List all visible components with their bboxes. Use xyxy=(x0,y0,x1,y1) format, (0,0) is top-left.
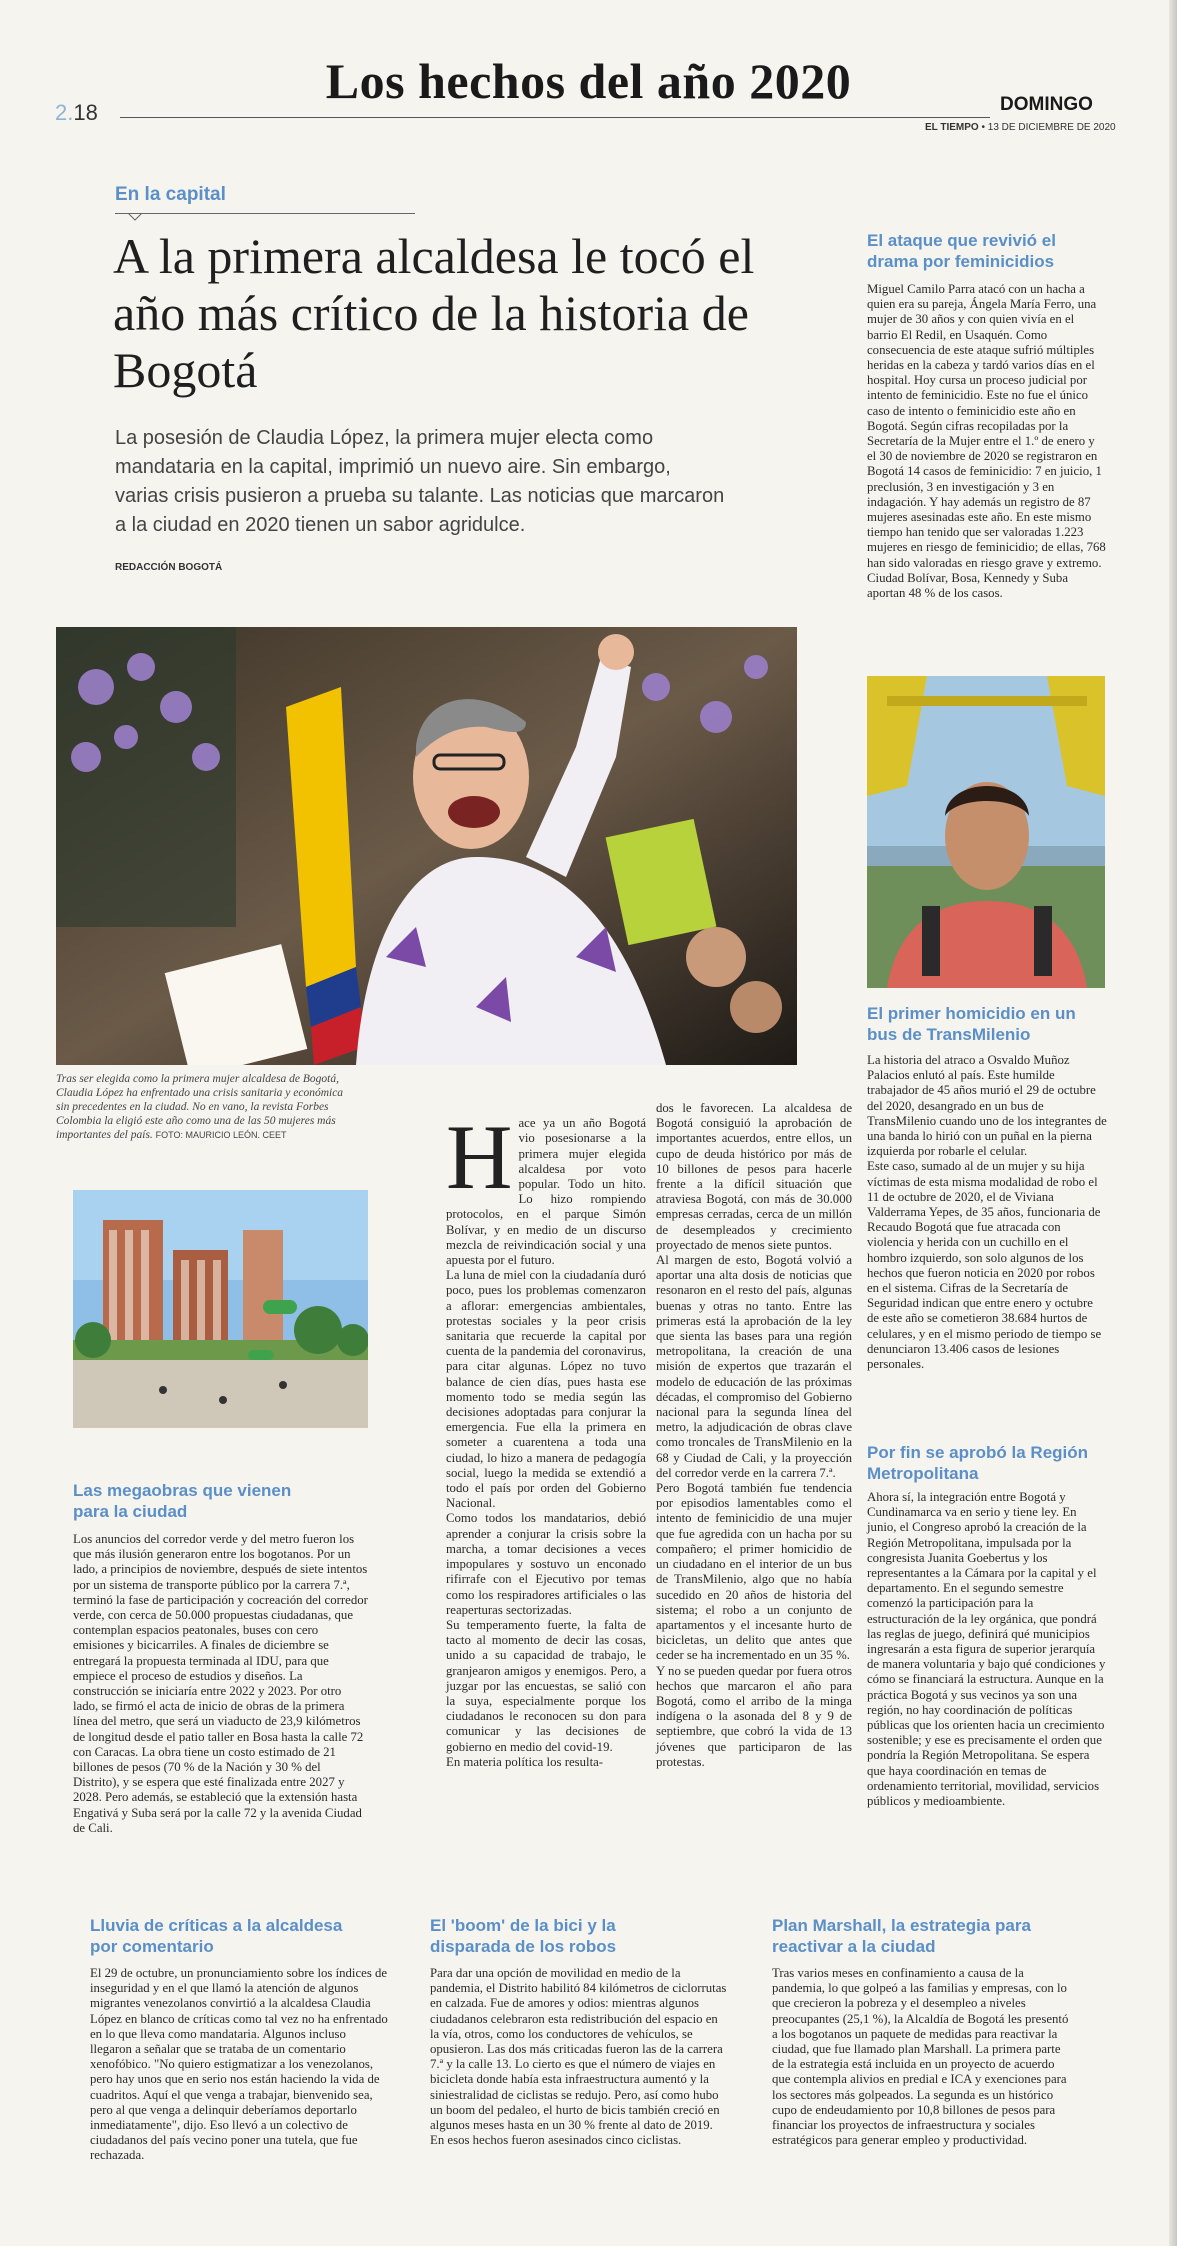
drop-cap: H xyxy=(446,1106,513,1209)
lluvia-title: Lluvia de críticas a la alcaldesa por comentario xyxy=(90,1916,343,1956)
megaobras-title: Las megaobras que vienen para la ciudad xyxy=(73,1481,292,1521)
headline: A la primera alcaldesa le tocó el año más crítico de la historia de Bogotá xyxy=(113,228,755,398)
main-photo xyxy=(56,627,797,1065)
byline: REDACCIÓN BOGOTÁ xyxy=(115,562,223,573)
article-body-col2: dos le favorecen. La alcaldesa de Bogotá consiguió la aprobación de importantes acuerdos, entre ellos, un cupo de deuda histórico por más de 10 billones de pesos para hacerle frente a la difícil situación que atraviesa Bogotá, con más de 30.000 empresas cerradas, cerca de un millón de desempleados y crecimiento proyectado de menos siete puntos. Al margen de esto, Bogotá volvió a aportar una alta dosis de noticias que resonaron en el resto del país, algunas buenas y otras no tanto. Entre las primeras está la aprobación de la ley que sienta las bases para una región metropolitana, la creación de una misión de expertos que trazarán el modelo de educación de las próximas décadas, el compromiso del Gobierno nacional para la segunda línea del metro, la adjudicación de obras clave como troncales de TransMilenio en la 68 y Ciudad de Cali, y la proyección del corredor verde en la carrera 7.ª. Pero Bogotá también fue tendencia por episodios lamentables como el intento de feminicidio de una mujer que fue agredida con un hacha por su compañero; el primer homicidio de un ciudadano en el interior de un bus de TransMilenio, algo que no había sucedido en 20 años de historia del sistema; el robo a un conjunto de apartamentos y el incesante hurto de bicicletas, un delito que antes que ceder se ha incrementado en un 35 %. Y no se pueden quedar por fuera otros hechos que marcaron el año para Bogotá, como el arribo de la minga indígena o la asonada del 8 y 9 de septiembre, que cobró la vida de 13 jóvenes que participaron de las protestas. xyxy=(656,1101,852,1769)
region-title: Por fin se aprobó la Región Metropolitana xyxy=(867,1443,1089,1483)
page-section-title: Los hechos del año 2020 xyxy=(325,53,852,109)
bici-title: El 'boom' de la bici y la disparada de los robos xyxy=(430,1916,617,1956)
megaobras-text: Los anuncios del corredor verde y del metro fueron los que más ilusión generaron entre los bogotanos. Por un lado, a principios de noviembre, después de siete intentos por un sistema de transporte público por la carrera 7.ª, terminó la fase de participación y cocreación del corredor verde, con cerca de 50.000 propuestas ciudadanas, que contemplan espacios peatonales, buses con cero emisiones y bicicarriles. A finales de diciembre se entregará la propuesta terminada al IDU, para que empiece el proceso de estudios y diseños. La construcción se iniciaría entre 2022 y 2023. Por otro lado, se firmó el acta de inicio de obras de la primera línea del metro, que será un viaducto de 23,9 kilómetros de longitud desde el patio taller en Bosa hasta la calle 72 con Caracas. La obra tiene un costo estimado de 21 billones de pesos (70 % de la Nación y 30 % del Distrito), y se espera que esté finalizada entre 2027 y 2028. Pero además, se estableció que la extensión hasta Engativá y Suba será por la calle 72 y la avenida Ciudad de Cali. xyxy=(73,1532,368,1835)
lead-paragraph: La posesión de Claudia López, la primera mujer electa como mandataria en la capital, imprimió un nuevo aire. Sin embargo, varias crisis pusieron a prueba su talante. Las noticias que marcaron a la ciudad en 2020 tienen un sabor agridulce. xyxy=(115,427,725,536)
homicidio-text: La historia del atraco a Osvaldo Muñoz Palacios enlutó al país. Este humilde trabajador de 45 años murió el 29 de octubre del 2020, desangrado en un bus de TransMilenio cuando uno de los integrantes de una banda lo hirió con un puñal en la pierna izquierda por robarle el celular. Este caso, sumado al de un mujer y su hija víctimas de esta misma modalidad de robo el 11 de octubre de 2020, el de Viviana Valderrama Yepes, de 35 años, funcionaria de Recaudo Bogotá que fue atracada con violencia y herida con un cuchillo en el hombro izquierdo, son solo algunos de los hechos que fueron noticia en 2020 por robos en el sistema. Cifras de la Secretaría de Seguridad indican que entre enero y octubre de este año se cometieron 38.684 hurtos de celulares, y en el mismo periodo de tiempo se denunciaron 13.406 casos de lesiones personales. xyxy=(867,1053,1107,1372)
megaobras-rendering xyxy=(73,1190,368,1428)
marshall-text: Tras varios meses en confinamiento a causa de la pandemia, lo que golpeó a las familias y empresas, con lo que crecieron la pobreza y el desempleo a niveles preocupantes (25,1 %), la Alcaldía de Bogotá les presentó a los bogotanos un paquete de medidas para reactivar la ciudad, que fue llamado plan Marshall. La primera parte de la estrategia está incluida en un proyecto de acuerdo que contempla alivios en predial e ICA y exenciones para los sectores más golpeados. La segunda es un histórico cupo de endeudamiento por 10,8 billones de pesos para financiar los proyectos de infraestructura y sociales estratégicos para generar empleo y productividad. xyxy=(772,1966,1069,2148)
kicker-notch xyxy=(128,213,142,221)
scan-edge xyxy=(1169,0,1177,2246)
masthead-rule xyxy=(120,117,990,118)
feminicidios-text: Miguel Camilo Parra atacó con un hacha a quien era su pareja, Ángela María Ferro, una mujer de 30 años y con quien vivía en el barrio El Redil, en Usaquén. Como consecuencia de este ataque sufrió múltiples heridas en la cabeza y tardó varios días en el hospital. Hoy cursa un proceso judicial por intento de feminicidio. Este no fue el único caso de intento o feminicidio este año en Bogotá. Según cifras recopiladas por la Secretaría de la Mujer entre el 1.º de enero y el 30 de noviembre de 2020 se registraron en Bogotá 14 casos de feminicidio: 7 en juicio, 1 preclusión, 3 en investigación y 3 en indagación. Y hay además un registro de 87 mujeres asesinadas este año. En este mismo tiempo han tenido que ser valoradas 1.223 mujeres en riesgo de feminicidio; de ellas, 768 han sido valoradas en riesgo grave y extremo. Ciudad Bolívar, Bosa, Kennedy y Suba aportan 48 % de los casos. xyxy=(867,282,1106,601)
kicker-rule xyxy=(115,213,415,214)
article-body-col1: Hace ya un año Bogotá vio posesionarse a la primera mujer elegida alcaldesa por voto popular. Todo un hito. Lo hizo rompiendo protocolos, en el parque Simón Bolívar, y en medio de un discurso mezcla de reivindicación social y una apuesta por el futuro. La luna de miel con la ciudadanía duró poco, pues los problemas comenzaron a aflorar: emergencias ambientales, protestas sociales y la peor crisis sanitaria que recuerde la capital por cuenta de la pandemia del coronavirus, para citar algunas. López no tuvo balance de cien días, pues hasta ese momento todo se media según las decisiones adoptadas para conjurar la emergencia. Fue ella la primera en someter a cuarentena a toda una ciudad, lo hizo a manera de pedagogía social, luego la medida se extendió a todo el país por orden del Gobierno Nacional. Como todos los mandatarios, debió aprender a conjurar la crisis sobre la marcha, a tomar decisiones a veces impopulares y sostuvo un enconado rifirrafe con el Ejecutivo por temas como los respiradores artificiales o las reaperturas sectorizadas. Su temperamento fuerte, la falta de tacto al momento de decir las cosas, unido a su capacidad de trabajo, le granjearon amigos y enemigos. Pero, a juzgar por las encuestas, se salió con la suya, especialmente porque los ciudadanos le reconocen su don para comunicar y las decisiones de gobierno en medio del covid-19. En materia política los resulta- xyxy=(446,1106,646,1769)
victim-photo xyxy=(867,676,1105,988)
page-number: 2.18 xyxy=(55,100,98,125)
edition-line: EL TIEMPO • 13 DE DICIEMBRE DE 2020 xyxy=(925,122,1116,133)
photo-credit: FOTO: MAURICIO LEÓN. CEET xyxy=(155,1130,287,1140)
edition-day: DOMINGO xyxy=(1000,94,1093,115)
region-text: Ahora sí, la integración entre Bogotá y Cundinamarca va en serio y tiene ley. En junio, el Congreso aprobó la creación de la Región Metropolitana, impulsada por la congresista Juanita Goebertus y los representantes a la Cámara por la capital y el departamento. En el segundo semestre comenzó la participación para la estructuración de la ley orgánica, que pondrá las reglas de juego, definirá qué municipios ingresarán a esta figura de superior jerarquía de manera voluntaria y bajo qué condiciones y cómo se financiará la estructura. Aunque en la práctica Bogotá y sus vecinos ya son una región, no hay coordinación de políticas públicas que los orienten hacia un crecimiento sostenible; y ese es precisamente el orden que pondría la Región Metropolitana. Se espera que haya coordinación en temas de ordenamiento territorial, movilidad, servicios públicos y medioambiente. xyxy=(867,1490,1106,1809)
photo-mayor-celebrating xyxy=(56,627,797,1065)
section-kicker: En la capital xyxy=(115,184,226,205)
bici-text: Para dar una opción de movilidad en medio de la pandemia, el Distrito habilitó 84 kilómetros de ciclorrutas en calzada. Fue de amores y odios: mientras algunos ciudadanos celebraron esta redistribución del espacio en la vía, otros, como los conductores de vehículos, se opusieron. Las dos más criticadas fueron las de la carrera 7.ª y la calle 13. Lo cierto es que el número de viajes en bicicleta donde había esta infraestructura aumentó y la siniestralidad de ciclistas se redujo. Pero, así como hubo un boom del pedaleo, el hurto de bicis también creció en algunos meses hasta en un 30 % frente al dato de 2019. En esos hechos fueron asesinados cinco ciclistas. xyxy=(430,1966,727,2148)
feminicidios-title: El ataque que revivió el drama por feminicidios xyxy=(867,231,1056,271)
homicidio-title: El primer homicidio en un bus de TransMilenio xyxy=(867,1004,1076,1044)
main-photo-caption: Tras ser elegida como la primera mujer alcaldesa de Bogotá, Claudia López ha enfrentado una crisis sanitaria y económica sin precedentes en la ciudad. No en vano, la revista Forbes Colombia la eligió este año como una de las 50 mujeres más importantes del país. FOTO: MAURICIO LEÓN. CEET xyxy=(56,1073,344,1141)
lluvia-text: El 29 de octubre, un pronunciamiento sobre los índices de inseguridad y en el que llamó la atención de algunos migrantes venezolanos convirtió a la alcaldesa Claudia López en blanco de críticas como tal vez no ha enfrentado en lo que lleva como mandataria. Algunos incluso llegaron a señalar que se trataba de un comentario xenofóbico. "No quiero estigmatizar a los venezolanos, pero hay unos que en serio nos están haciendo la vida de cuadritos. Aquí el que venga a trabajar, bienvenido sea, pero al que venga a delinquir deberíamos deportarlo inmediatamente", dijo. Eso llevó a un colectivo de ciudadanos del país vecino poner una tutela, que fue rechazada. xyxy=(90,1966,388,2163)
marshall-title: Plan Marshall, la estrategia para reactivar a la ciudad xyxy=(772,1916,1031,1956)
